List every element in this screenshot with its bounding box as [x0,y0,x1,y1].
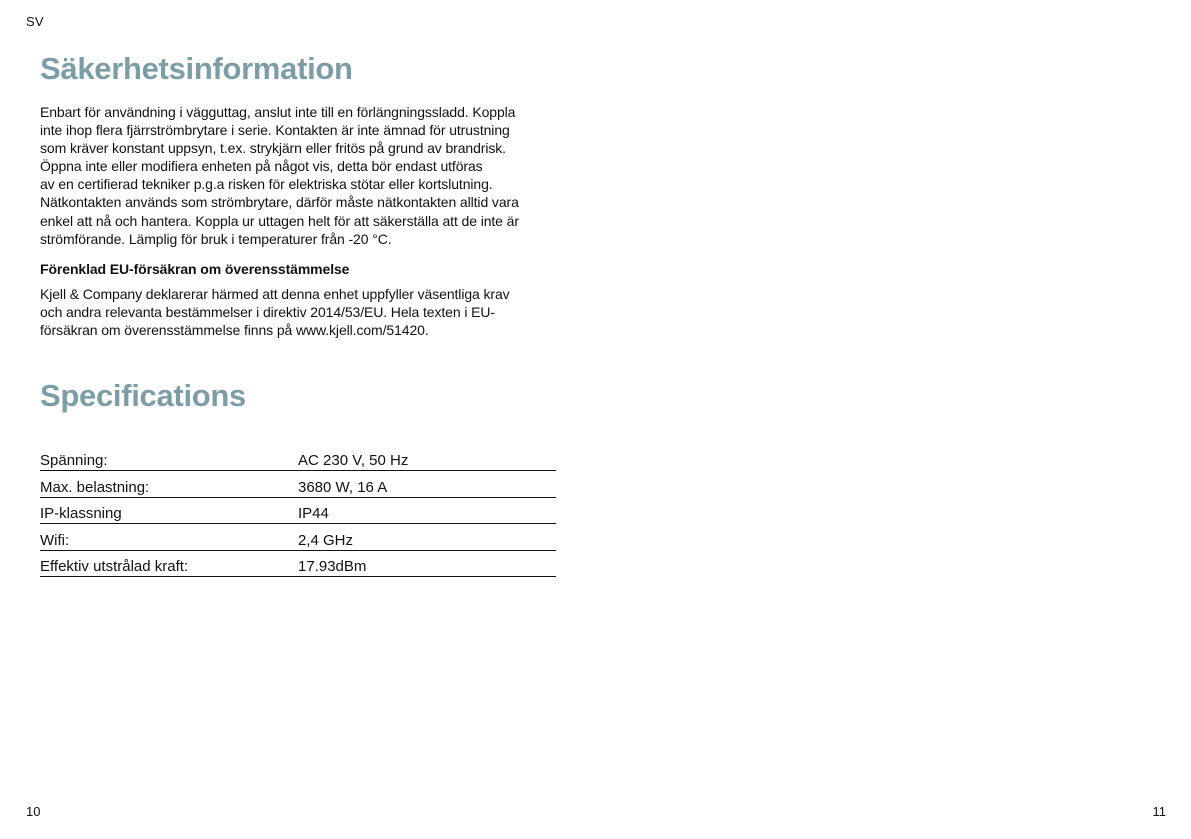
safety-line: av en certifierad tekniker p.g.a risken för elektriska stötar eller kortslutning. [40,176,493,193]
spec-value: 3680 W, 16 A [298,478,388,496]
declaration-text [40,285,556,339]
spec-row [40,445,556,471]
safety-title: Säkerhetsinformation [40,51,353,86]
spec-label: Spänning: [40,452,108,470]
declaration-line: Kjell & Company deklarerar härmed att denna enhet uppfyller väsentliga krav [40,285,510,302]
declaration-line: försäkran om överensstämmelse finns på www.kjell.com/51420. [40,321,429,338]
safety-line: enkel att nå och hantera. Koppla ur uttagen helt för att säkerställa att de inte är [40,212,519,229]
spec-row [40,498,556,524]
spec-row [40,551,556,577]
spec-label: Max. belastning: [40,478,150,496]
spec-label: Effektiv utstrålad kraft: [40,557,189,575]
spec-row [40,524,556,550]
left-page-content [40,50,556,577]
spec-value: 17.93dBm [298,557,367,575]
safety-body-text [40,103,556,248]
spec-row [40,471,556,497]
spec-value: AC 230 V, 50 Hz [298,452,409,470]
language-code: SV [26,14,44,29]
safety-line: som kräver konstant uppsyn, t.ex. strykjärn eller fritös på grund av brandrisk. [40,140,506,157]
page-number-right: 11 [1152,804,1166,819]
spec-label: Wifi: [40,531,70,549]
specifications-table [40,445,556,577]
spec-value: IP44 [298,505,329,523]
spec-label: IP-klassning [40,505,122,523]
page-number-left: 10 [26,804,41,819]
safety-line: inte ihop flera fjärrströmbrytare i serie. Kontakten är inte ämnad för utrustning [40,122,510,139]
safety-line: Enbart för användning i vägguttag, anslut inte till en förlängningssladd. Koppla [40,104,516,120]
safety-line: Nätkontakten används som strömbrytare, därför måste nätkontakten alltid vara [40,194,519,211]
declaration-line: och andra relevanta bestämmelser i direktiv 2014/53/EU. Hela texten i EU- [40,303,495,320]
specifications-title: Specifications [40,378,246,414]
safety-line: strömförande. Lämplig för bruk i temperaturer från -20 °C. [40,230,392,247]
spec-value: 2,4 GHz [298,531,354,549]
declaration-heading: Förenklad EU-försäkran om överensstämmelse [40,260,350,277]
safety-line: Öppna inte eller modifiera enheten på något vis, detta bör endast utföras [40,158,483,175]
